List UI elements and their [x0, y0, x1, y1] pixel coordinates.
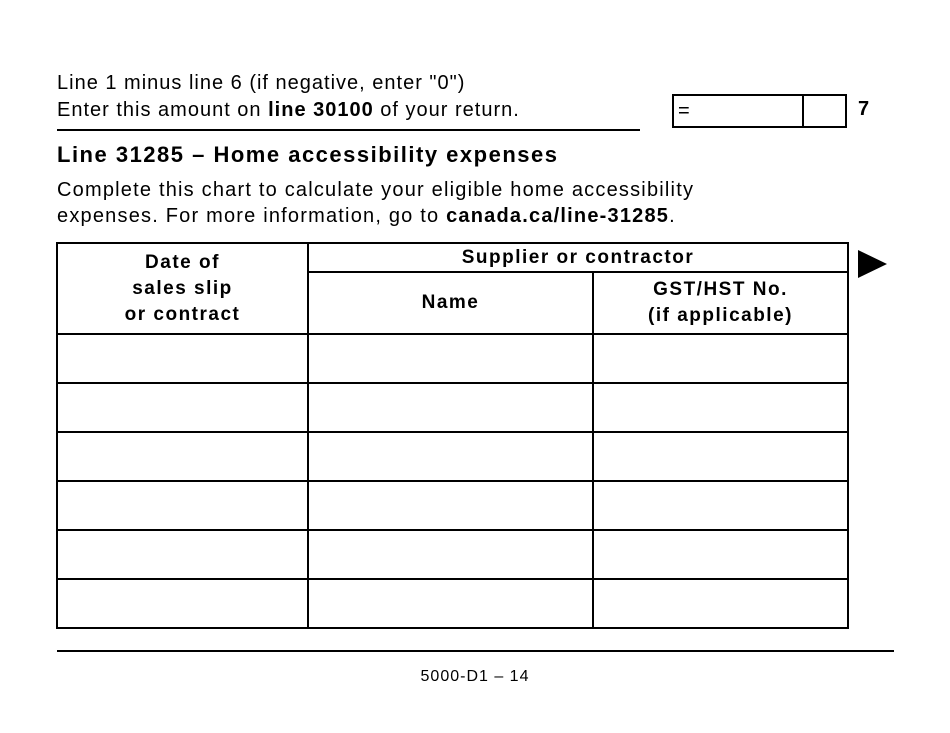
table-row — [57, 481, 848, 530]
intro-line-2-prefix: expenses. For more information, go to — [57, 205, 447, 227]
col-header-date-line-3: or contract — [124, 303, 241, 325]
divider-line7 — [57, 129, 640, 131]
intro-line-2 — [57, 203, 694, 229]
section-intro — [57, 177, 694, 229]
intro-line-2-suffix: . — [669, 205, 676, 227]
date-cell[interactable] — [57, 383, 308, 432]
line7-amount-box[interactable] — [672, 94, 847, 128]
col-header-gst-line-2: (if applicable) — [648, 305, 793, 326]
date-cell[interactable] — [57, 432, 308, 481]
col-header-date-line-1: Date of — [145, 251, 220, 273]
name-cell[interactable] — [308, 334, 593, 383]
col-header-date — [57, 243, 308, 334]
intro-line-1: Complete this chart to calculate your eligible home accessibility — [57, 179, 695, 201]
date-cell[interactable] — [57, 530, 308, 579]
group-header-supplier: Supplier or contractor — [308, 243, 848, 272]
table-row — [57, 579, 848, 628]
gst-cell[interactable] — [593, 579, 848, 628]
table-row — [57, 334, 848, 383]
line7-ref-line: line 30100 — [268, 99, 374, 121]
expenses-chart — [56, 242, 849, 629]
col-header-gst-line-1: GST/HST No. — [653, 279, 788, 300]
line7-text-2 — [57, 97, 520, 124]
table-row — [57, 530, 848, 579]
gst-cell[interactable] — [593, 432, 848, 481]
name-cell[interactable] — [308, 530, 593, 579]
col-header-gst — [593, 272, 848, 334]
date-cell[interactable] — [57, 481, 308, 530]
footer-divider — [57, 650, 894, 652]
name-cell[interactable] — [308, 432, 593, 481]
gst-cell[interactable] — [593, 530, 848, 579]
line7-description — [57, 70, 520, 124]
table-row — [57, 432, 848, 481]
date-cell[interactable] — [57, 334, 308, 383]
gst-cell[interactable] — [593, 481, 848, 530]
line-number-7: 7 — [858, 98, 870, 120]
line7-text-2-suffix: of your return. — [373, 99, 520, 121]
line7-amount-dollars[interactable] — [674, 96, 804, 126]
line7-amount-cents[interactable] — [804, 96, 845, 126]
table-row — [57, 383, 848, 432]
name-cell[interactable] — [308, 383, 593, 432]
col-header-date-line-2: sales slip — [132, 277, 233, 299]
section-title: Line 31285 – Home accessibility expenses — [57, 142, 559, 167]
date-cell[interactable] — [57, 579, 308, 628]
line7-text-1: Line 1 minus line 6 (if negative, enter "0") — [57, 72, 466, 94]
continue-arrow-icon — [858, 250, 887, 278]
page-footer: 5000-D1 – 14 — [420, 668, 530, 685]
name-cell[interactable] — [308, 481, 593, 530]
name-cell[interactable] — [308, 579, 593, 628]
line7-text-2-prefix: Enter this amount on — [57, 99, 269, 121]
info-link[interactable]: canada.ca/line-31285 — [446, 205, 670, 227]
equals-sign: = — [678, 100, 690, 122]
gst-cell[interactable] — [593, 383, 848, 432]
col-header-name: Name — [308, 272, 593, 334]
gst-cell[interactable] — [593, 334, 848, 383]
